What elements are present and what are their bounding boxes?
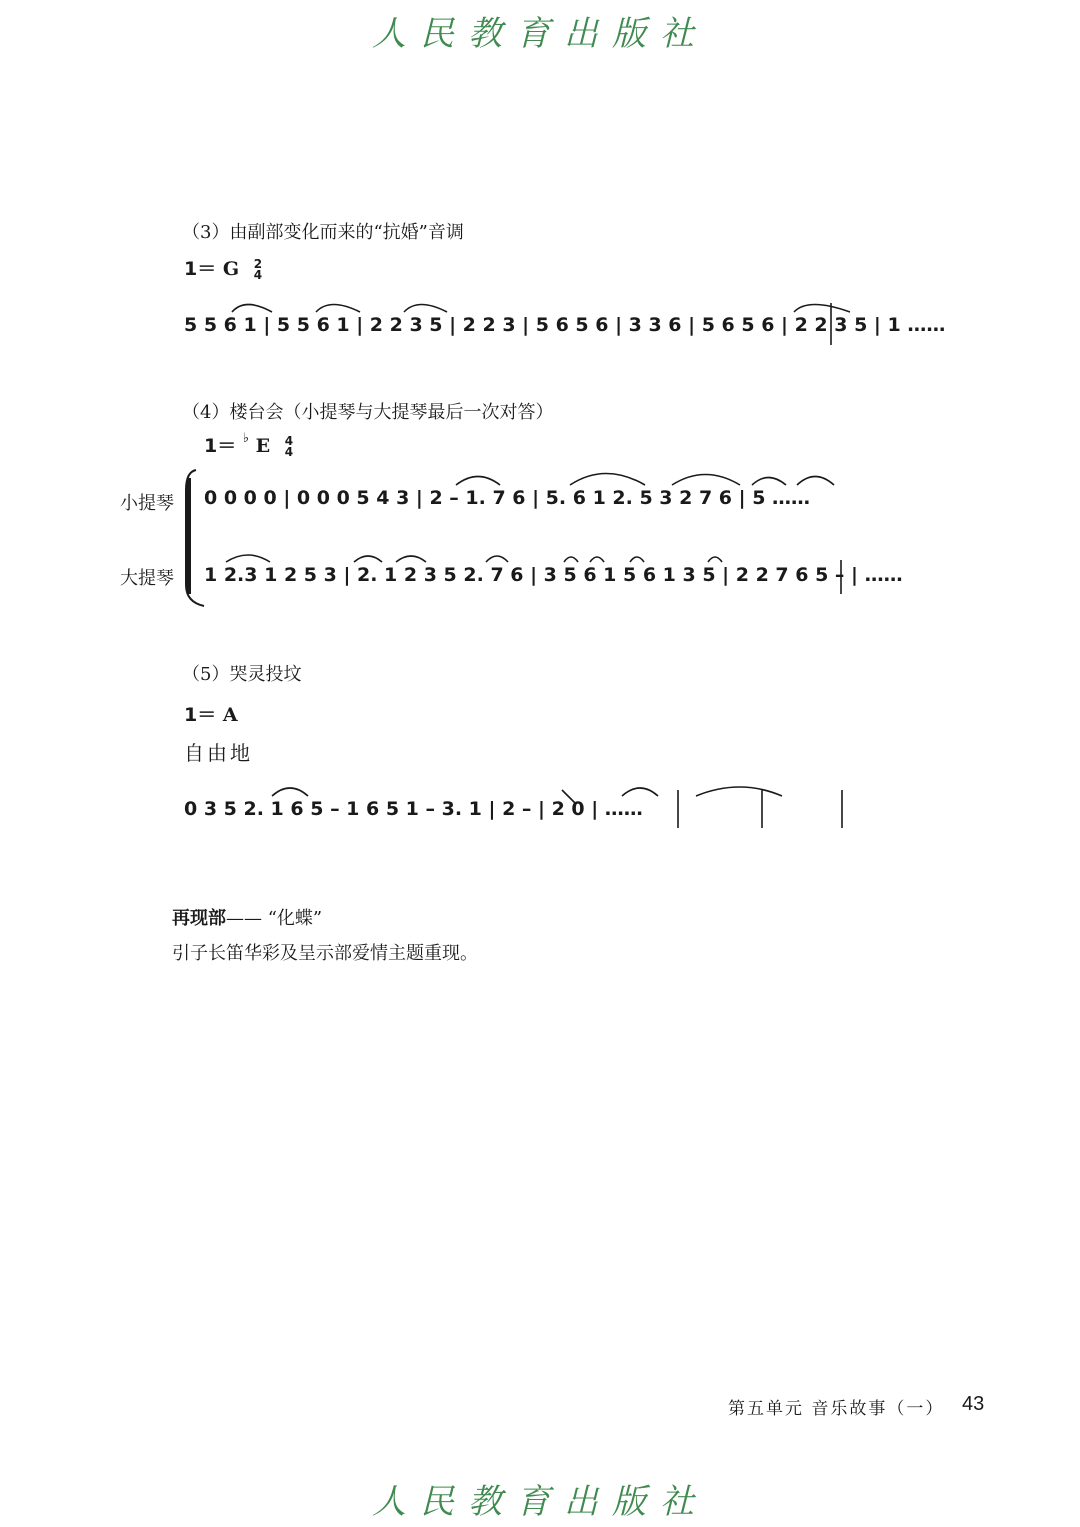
slur (272, 788, 308, 796)
slur (232, 305, 272, 313)
recap-dash: —— (226, 908, 262, 929)
violin-label: 小提琴 (120, 493, 174, 514)
publisher-watermark-top: 人民教育出版社 (372, 14, 708, 54)
slur (226, 555, 270, 562)
section-3-heading: （3）由副部变化而来的“抗婚”音调 (182, 222, 464, 243)
key-signature: 1＝ (184, 258, 217, 280)
key-letter: A (222, 704, 238, 726)
key-letter: G (222, 258, 240, 280)
slur (696, 787, 782, 796)
key-signature: 1＝ (184, 704, 217, 726)
page-number: 43 (962, 1393, 985, 1415)
recap-description: 引子长笛华彩及呈示部爱情主题重现。 (172, 943, 478, 964)
time-signature: 2 4 (253, 256, 263, 282)
publisher-watermark-bottom: 人民教育出版社 (372, 1482, 708, 1522)
recap-subtitle: “化蝶” (267, 908, 323, 929)
slur (456, 477, 500, 486)
slur (630, 557, 644, 562)
violin-notation: 0 0 0 0 | 0 0 0 5 4 3 | 2 – 1. 7 6 | 5. 6 1 2. 5 3 2 7 6 | 5 …… (204, 487, 811, 509)
slur (794, 305, 850, 313)
time-signature: 4 4 (284, 433, 294, 459)
slur (708, 557, 722, 562)
key-signature: 1＝ (204, 435, 237, 457)
slur (752, 478, 786, 486)
glissando (562, 790, 576, 804)
recap-title: 再现部 (172, 908, 226, 929)
slur (797, 477, 834, 486)
slur (486, 556, 508, 562)
flat-sign: ♭ (242, 431, 249, 446)
slur (404, 305, 447, 313)
slur (590, 557, 604, 562)
slur (316, 305, 360, 313)
section-4-heading: （4）楼台会（小提琴与大提琴最后一次对答） (182, 402, 554, 423)
slur (672, 475, 740, 486)
slur (622, 788, 658, 796)
section-5-notation: 0 3 5 2. 1 6 5 – 1 6 5 1 – 3. 1 | 2 – | 2 0 | …… (184, 798, 643, 820)
key-letter: E (255, 435, 271, 457)
slur (354, 556, 382, 562)
slur (570, 474, 645, 486)
section-3-notation: 5 5 6 1 | 5 5 6 1 | 2 2 3 5 | 2 2 3 | 5 6 5 6 | 3 3 6 | 5 6 5 6 | 2 2 3 5 | 1 …… (184, 314, 946, 336)
unit-footer: 第五单元 音乐故事（一） (728, 1399, 945, 1419)
slur (564, 557, 578, 562)
cello-label: 大提琴 (120, 568, 174, 589)
tempo-marking: 自由地 (184, 741, 253, 765)
slur (396, 556, 426, 562)
section-5-heading: （5）哭灵投坟 (182, 664, 302, 685)
cello-notation: 1 2.3 1 2 5 3 | 2. 1 2 3 5 2. 7 6 | 3 5 6 1 5 6 1 3 5 | 2 2 7 6 5 – | …… (204, 564, 903, 586)
